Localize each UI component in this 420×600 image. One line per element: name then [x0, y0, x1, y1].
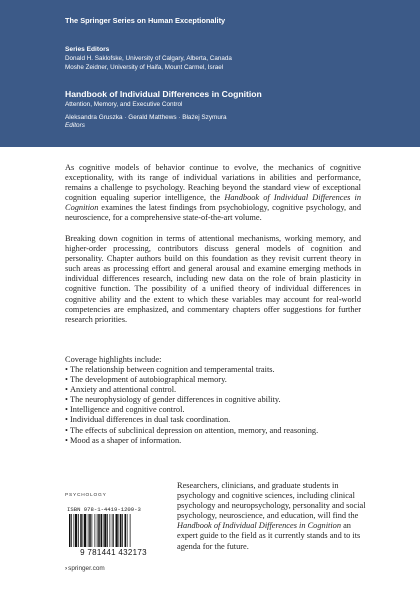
- coverage-item: • The development of autobiographical memory.: [65, 375, 365, 385]
- barcode-bar: [107, 514, 108, 547]
- closing-book-title: Handbook of Individual Differences in Cognition: [177, 521, 341, 531]
- coverage-item: • The neurophysiology of gender differences in cognitive ability.: [65, 395, 365, 405]
- coverage-item: • Anxiety and attentional control.: [65, 385, 365, 395]
- publisher-website-link[interactable]: [65, 565, 105, 572]
- coverage-item: • The effects of subclinical depression on attention, memory, and reasoning.: [65, 426, 365, 436]
- barcode-bar: [113, 514, 114, 547]
- barcode-bar: [119, 514, 120, 547]
- series-title: The Springer Series on Human Exceptionality: [65, 16, 226, 25]
- barcode-bar: [83, 514, 84, 547]
- book-title: Handbook of Individual Differences in Cognition: [65, 89, 262, 99]
- barcode-bar: [71, 514, 72, 547]
- series-editor-2: Moshe Zeidner, University of Haifa, Mount Carmel, Israel: [65, 64, 224, 71]
- series-editors-label: Series Editors: [65, 46, 110, 53]
- barcode-bar: [104, 514, 106, 547]
- description-p1-start: As cognitive models of behavior continue to evolve, the mechanics of cognitive exceptionality, with its range of individual variations in abilities and performance, remains a challenge to psychology. Reaching beyond the standard view of exceptional cognition equaling superior intelligence, the: [65, 163, 361, 203]
- description-p1-book-title: Handbook of Individual Differences in Cognition: [65, 193, 361, 213]
- barcode-bar: [78, 514, 79, 547]
- book-editors: Aleksandra Gruszka · Gerald Matthews · Błażej Szymura: [65, 114, 227, 121]
- isbn-barcode: [65, 514, 162, 556]
- barcode-bar: [75, 514, 77, 547]
- description-paragraph-1: [65, 163, 361, 224]
- barcode-bar: [130, 514, 131, 547]
- barcode-bar: [69, 514, 71, 547]
- coverage-item: • Intelligence and cognitive control.: [65, 405, 365, 415]
- description-paragraph-2: Breaking down cognition in terms of attentional mechanisms, working memory, and higher-order processing, contributors discuss general models of cognition and personality. Chapter authors build on this foundation as they revisit current theory in such areas as processing effort and general arousal and examine emerging methods in individual differences research, including new data on the role of brain plasticity in cognitive function. The possibility of a unified theory of individual differences in cognitive ability and the extent to which these variables may account for real-world competencies are emphasized, and commentary chapters offer suggestions for further research priorities.: [65, 234, 361, 324]
- barcode-bar: [74, 514, 75, 547]
- barcode-bar: [103, 514, 104, 547]
- book-subtitle: Attention, Memory, and Executive Control: [65, 101, 183, 108]
- barcode-bar: [110, 514, 111, 547]
- book-editors-role: Editors: [65, 122, 85, 129]
- description-p1-end: examines the latest findings from psychobiology, cognitive psychology, and neuroscience, for a comprehensive state-of-the-art volume.: [65, 203, 361, 223]
- closing-text-end: an expert guide to the field as it currently stands and to its agenda for the future.: [177, 521, 361, 551]
- barcode-bar: [88, 514, 89, 547]
- barcode-bar: [97, 514, 98, 547]
- website-arrow-icon: ›: [65, 565, 68, 572]
- barcode-bar: [98, 514, 100, 547]
- barcode-bar: [122, 514, 123, 547]
- coverage-list: [65, 365, 365, 446]
- barcode-bar: [92, 514, 93, 547]
- series-editor-1: Donald H. Saklofske, University of Calgary, Alberta, Canada: [65, 55, 232, 62]
- closing-paragraph: [177, 481, 367, 552]
- barcode-bar: [120, 514, 122, 547]
- closing-text-start: Researchers, clinicians, and graduate students in psychology and cognitive sciences, including clinical psychology and neuropsychology, personality and social psychology, neuroscience, and education, will find the: [177, 481, 366, 521]
- barcode-bar: [125, 514, 127, 547]
- publisher-website: springer.com: [68, 565, 105, 572]
- barcode-bar: [127, 514, 128, 547]
- barcode-bars: [65, 514, 162, 548]
- coverage-item: • Mood as a shaper of information.: [65, 436, 365, 446]
- isbn-label: ISBN 978-1-4419-1209-3: [67, 506, 141, 513]
- coverage-title: Coverage highlights include:: [65, 355, 162, 364]
- coverage-item: • Individual differences in dual task coordination.: [65, 415, 365, 425]
- barcode-bar: [95, 514, 96, 547]
- subject-category: PSYCHOLOGY: [65, 493, 107, 498]
- barcode-bar: [80, 514, 82, 547]
- barcode-bar: [89, 514, 91, 547]
- barcode-bar: [112, 514, 113, 547]
- barcode-bar: [116, 514, 118, 547]
- cover-header-band: [0, 0, 420, 147]
- barcode-bar: [101, 514, 103, 547]
- barcode-bar: [84, 514, 86, 547]
- barcode-digits: 9 781441 432173: [80, 548, 147, 557]
- coverage-item: • The relationship between cognition and temperamental traits.: [65, 365, 365, 375]
